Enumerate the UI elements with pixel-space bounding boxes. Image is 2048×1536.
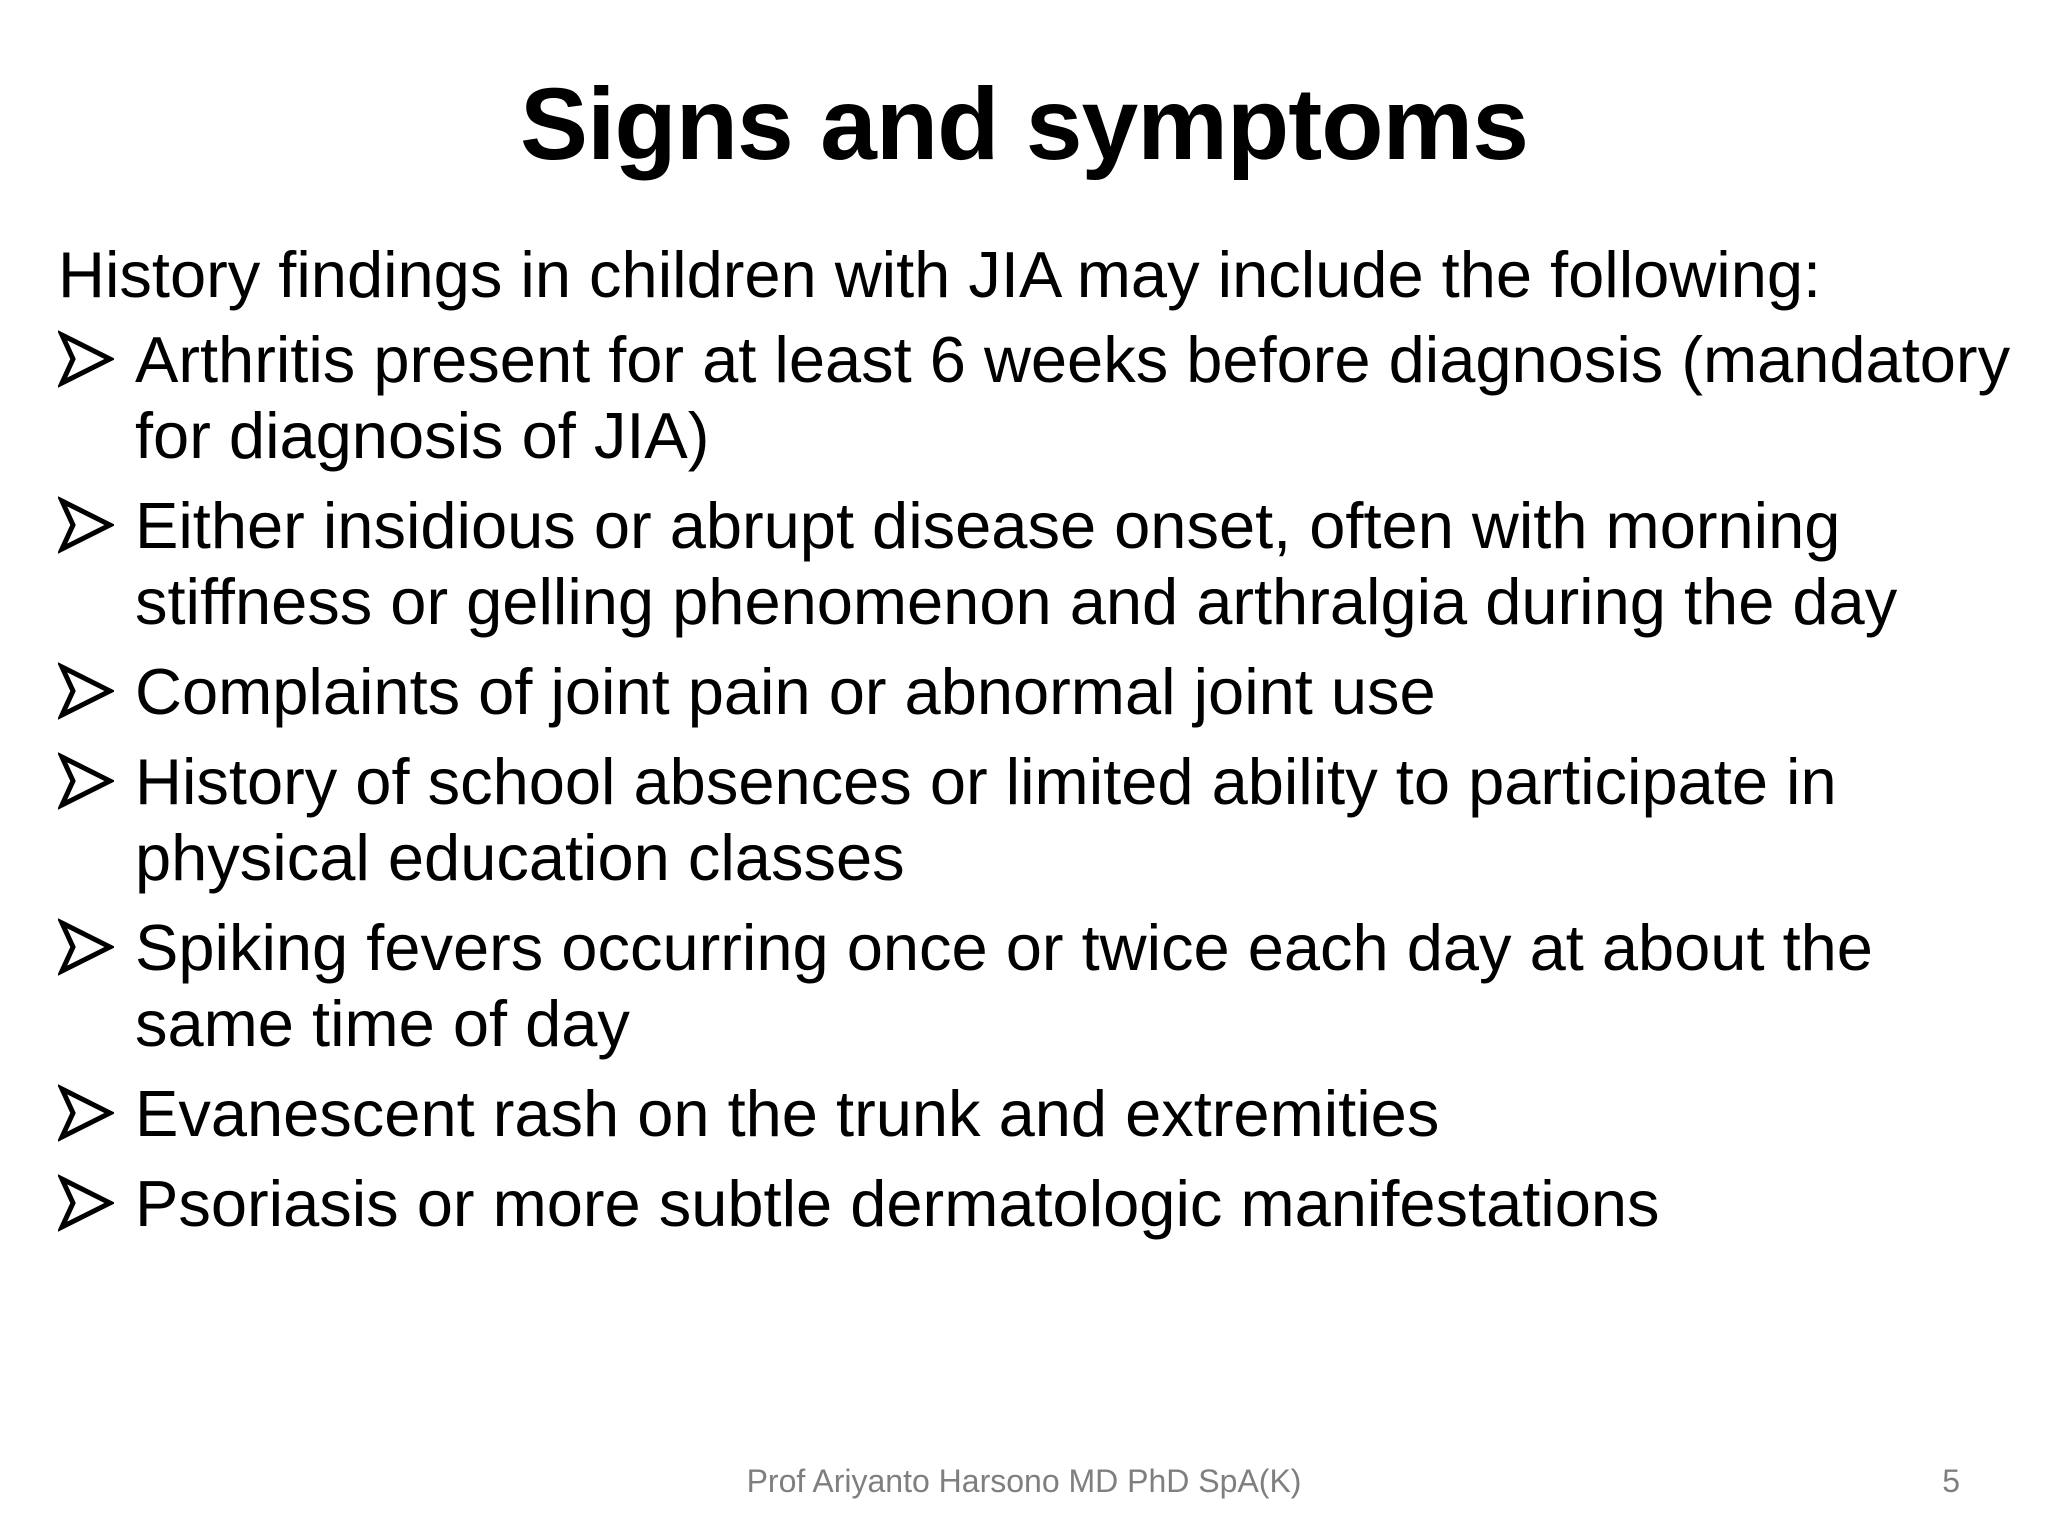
arrow-bullet-icon xyxy=(58,654,114,730)
bullet-list xyxy=(58,322,2033,1242)
bullet-item xyxy=(58,322,2033,474)
arrow-bullet-icon xyxy=(58,1166,114,1242)
page-number: 5 xyxy=(1942,1463,1960,1499)
arrow-bullet-icon xyxy=(58,910,114,986)
arrow-bullet-icon xyxy=(58,1076,114,1152)
bullet-text: Spiking fevers occurring once or twice each day at about the same time of day xyxy=(135,911,1873,1060)
footer-author: Prof Ariyanto Harsono MD PhD SpA(K) xyxy=(746,1463,1302,1499)
slide-title: Signs and symptoms xyxy=(520,67,1528,181)
bullet-item xyxy=(58,910,2033,1062)
bullet-text: Complaints of joint pain or abnormal joint use xyxy=(135,655,1436,728)
bullet-text: Evanescent rash on the trunk and extremities xyxy=(135,1077,1440,1150)
bullet-item xyxy=(58,1166,2033,1242)
intro-text: History findings in children with JIA may include the following: xyxy=(58,238,1822,311)
arrow-bullet-icon xyxy=(58,488,114,564)
bullet-text: Psoriasis or more subtle dermatologic manifestations xyxy=(135,1167,1660,1240)
arrow-bullet-icon xyxy=(58,744,114,820)
bullet-item xyxy=(58,1076,2033,1152)
bullet-text: Arthritis present for at least 6 weeks before diagnosis (mandatory for diagnosis of JIA) xyxy=(135,323,2011,472)
bullet-text: History of school absences or limited ability to participate in physical education classes xyxy=(135,745,1837,894)
bullet-text: Either insidious or abrupt disease onset, often with morning stiffness or gelling phenomenon and arthralgia during the day xyxy=(135,489,1898,638)
arrow-bullet-icon xyxy=(58,322,114,398)
bullet-item xyxy=(58,744,2033,896)
bullet-item xyxy=(58,488,2033,640)
bullet-item xyxy=(58,654,2033,730)
slide-body xyxy=(58,236,2033,1256)
